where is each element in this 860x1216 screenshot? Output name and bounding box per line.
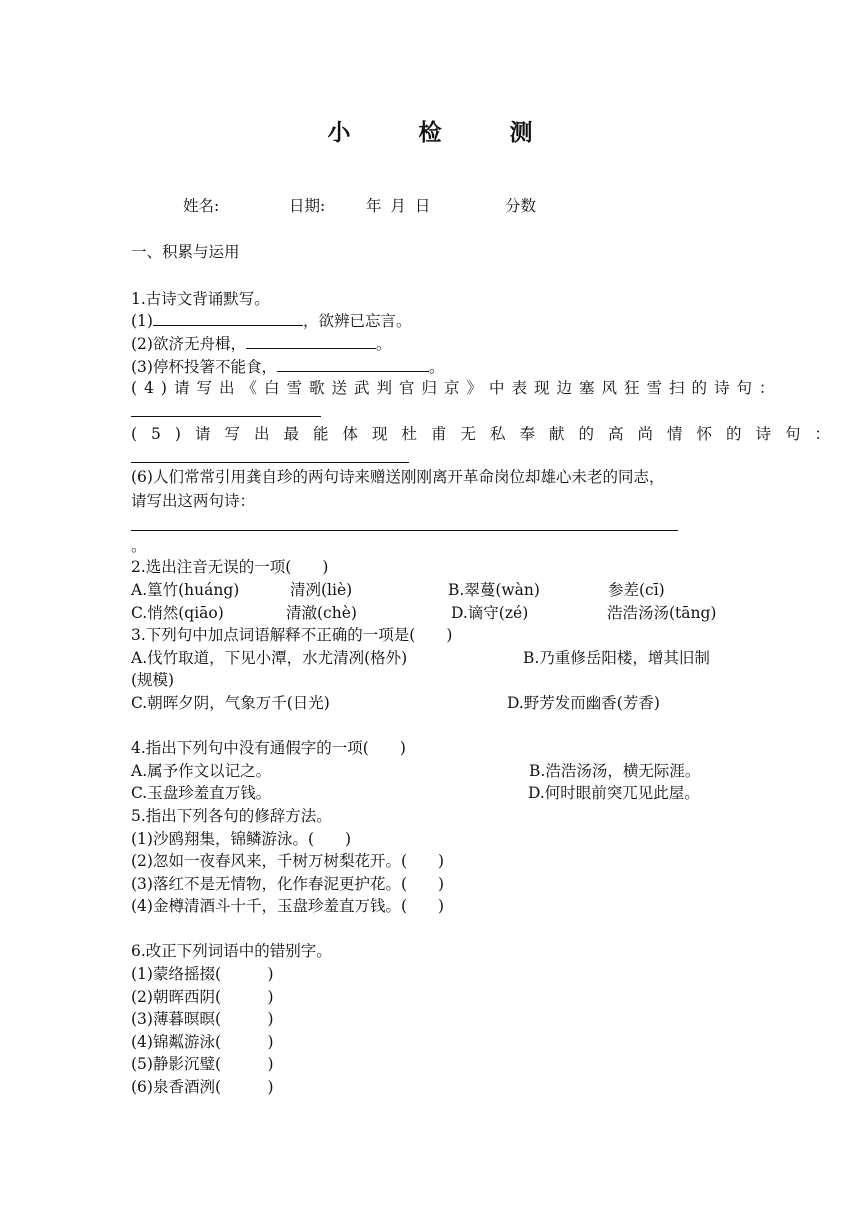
answer-line[interactable] [131,530,678,531]
q1-item-3 [131,356,444,378]
q5-item: (1)沙鸥翔集，锦鳞游泳。( ) [131,830,352,848]
q6-item: (5)静影沉璧( ) [131,1055,274,1073]
q3-stem: 3.下列句中加点词语解释不正确的一项是( ) [131,626,453,644]
q1-item-6-line1: (6)人们常常引用龚自珍的两句诗来赠送刚刚离开革命岗位却雄心未老的同志， [131,468,665,486]
score-label: 分数 [505,197,537,215]
q1-item-3-suffix: 。 [428,358,445,376]
q6-item: (6)泉香酒洌( ) [131,1078,274,1096]
q1-item-1-suffix: ，欲辨已忘言。 [302,312,412,330]
q1-item-1-prefix: (1) [131,312,153,330]
page-title: 小 检 测 [327,119,563,146]
q5-item: (4)金樽清酒斗十千，玉盘珍羞直万钱。( ) [131,897,445,915]
q2-option-b2: 参差(cī) [608,581,665,599]
q1-item-3-prefix: (3)停杯投箸不能食， [131,358,277,376]
q3-option-b-cont: (规模) [131,671,175,689]
q1-item-4: (4)请写出《白雪歌送武判官归京》中表现边塞风狂雪扫的诗句： [131,379,782,397]
q3-option-b: B.乃重修岳阳楼，增其旧制 [523,649,710,667]
q2-option-a1: A.篁竹(huáng) [131,581,240,599]
q4-option-b: B.浩浩汤汤，横无际涯。 [529,762,701,780]
q1-item-5: (5)请写出最能体现杜甫无私奉献的高尚情怀的诗句： [131,425,844,443]
q6-stem: 6.改正下列词语中的错别字。 [131,942,332,960]
q3-option-a: A.伐竹取道，下见小潭，水尤清冽(格外) [131,649,408,667]
date-fields: 年 月 日 [366,197,431,215]
answer-line[interactable] [131,416,321,417]
q5-stem: 5.指出下列各句的修辞方法。 [131,807,332,825]
q1-item-2-suffix: 。 [375,335,392,353]
answer-line[interactable] [131,462,409,463]
date-label: 日期: [289,197,326,215]
name-label: 姓名: [183,197,220,215]
q3-option-c: C.朝晖夕阴，气象万千(日光) [131,694,330,712]
q6-item: (1)蒙络摇掇( ) [131,965,274,983]
q1-item-1 [131,310,411,332]
q2-option-d1: D.谪守(zé) [451,604,529,622]
q1-item-2 [131,333,391,355]
q4-option-a: A.属予作文以记之。 [131,762,272,780]
answer-blank[interactable] [277,357,429,372]
section-heading: 一、积累与运用 [131,243,240,261]
q4-stem: 4.指出下列句中没有通假字的一项( ) [131,739,406,757]
q2-option-c1: C.悄然(qiāo) [131,604,224,622]
q1-item-2-prefix: (2)欲济无舟楫， [131,335,246,353]
q2-option-b1: B.翠蔓(wàn) [448,581,540,599]
q1-stem: 1.古诗文背诵默写。 [131,290,270,308]
q5-item: (3)落红不是无情物，化作春泥更护花。( ) [131,875,445,893]
q2-option-c2: 清澈(chè) [286,604,357,622]
q4-option-c: C.玉盘珍羞直万钱。 [131,784,272,802]
q1-item-6-end: 。 [131,537,147,555]
q6-item: (4)锦粼游泳( ) [131,1033,274,1051]
q2-stem: 2.选出注音无误的一项( ) [131,558,329,576]
q2-option-a2: 清冽(liè) [290,581,353,599]
q2-option-d2: 浩浩汤汤(tāng) [607,604,717,622]
answer-blank[interactable] [246,334,376,349]
q3-option-d: D.野芳发而幽香(芳香) [507,694,660,712]
q4-option-d: D.何时眼前突兀见此屋。 [528,784,700,802]
answer-blank[interactable] [153,311,303,326]
q5-item: (2)忽如一夜春风来，千树万树梨花开。( ) [131,852,445,870]
q6-item: (3)薄暮暝暝( ) [131,1010,274,1028]
q6-item: (2)朝晖西阴( ) [131,988,274,1006]
q1-item-6-line2: 请写出这两句诗： [131,492,256,510]
